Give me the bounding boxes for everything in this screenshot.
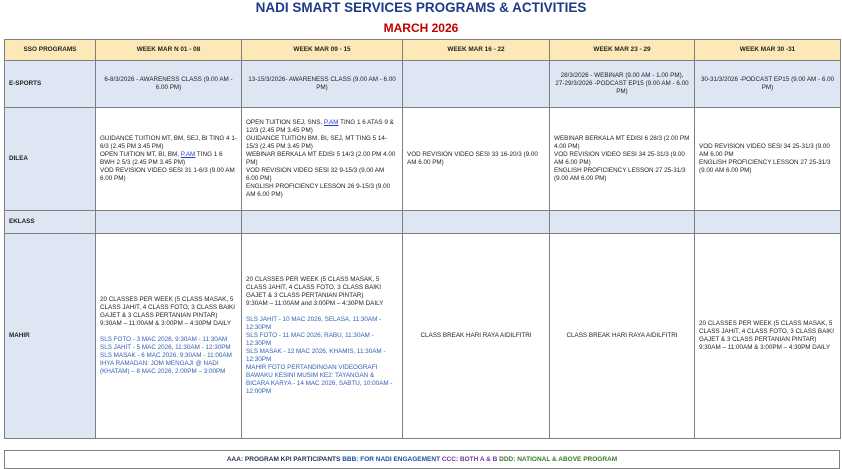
program-label-esports: E-SPORTS — [5, 61, 96, 108]
mahir-w2-event: SLS FOTO - 11 MAC 2026, RABU, 11:30AM - 12:30PM — [246, 332, 374, 347]
legend-bar — [4, 450, 840, 469]
mahir-w1-time: 9:30AM – 11:00AM & 3:00PM – 4:30PM DAILY — [100, 320, 232, 327]
dilea-w1-text: TING 1 6 BWH 2 5/3 (2.45 PM 3.45 PM) — [100, 151, 223, 166]
mahir-w2-intro: 20 CLASSES PER WEEK (5 CLASS MASAK, 5 CLASS JAHIT, 4 CLASS FOTO, 3 CLASS BAIKI GAJET & 3 CLASS PERTANIAN PINTAR) — [246, 276, 381, 299]
header-week-1: WEEK MAR N 01 - 08 — [96, 40, 242, 61]
dilea-w2-item — [246, 119, 398, 135]
program-label-dilea: DILEA — [5, 108, 96, 211]
dilea-week-1 — [96, 108, 242, 211]
dilea-week-5 — [695, 108, 841, 211]
eklass-week-2 — [242, 211, 403, 234]
esports-week-3 — [403, 61, 550, 108]
legend-bbb: BBB: FOR NADI ENGAGEMENT — [342, 456, 441, 463]
mahir-w5-intro: 20 CLASSES PER WEEK (5 CLASS MASAK, 5 CLASS JAHIT, 4 CLASS FOTO, 3 CLASS BAIKI GAJET & 3 CLASS PERTANIAN PINTAR) — [699, 320, 834, 343]
dilea-w1-item — [100, 151, 237, 167]
dilea-w1-text: OPEN TUITION MT, BI, BM, — [100, 151, 181, 158]
dilea-week-4 — [550, 108, 695, 211]
dilea-w1-item: GUIDANCE TUITION MT, BM, SEJ, BI TING 4 1-6/3 (2.45 PM 3.45 PM) — [100, 135, 237, 150]
header-sso-programs: SSO PROGRAMS — [5, 40, 96, 61]
dilea-w4-item: WEBINAR BERKALA MT EDISI 6 28/3 (2.00 PM 4.00 PM) — [554, 135, 690, 150]
row-eklass — [5, 211, 841, 234]
eklass-week-1 — [96, 211, 242, 234]
esports-week-2: 13-15/3/2026- AWARENESS CLASS (9.00 AM - 6.00 PM) — [242, 61, 403, 108]
dilea-w2-item: WEBINAR BERKALA MT EDISI 5 14/3 (2.00 PM 4.00 PM) — [246, 151, 396, 166]
row-mahir — [5, 234, 841, 439]
eklass-week-4 — [550, 211, 695, 234]
header-week-3: WEEK MAR 16 - 22 — [403, 40, 550, 61]
dilea-week-3: VOD REVISION VIDEO SESI 33 16-20/3 (9.00 AM 6.00 PM) — [403, 108, 550, 211]
mahir-w1-event: SLS MASAK - 6 MAC 2026, 9:30AM - 11:00AM — [100, 352, 232, 359]
dilea-w4-item: ENGLISH PROFICIENCY LESSON 27 25-31/3 (9.00 AM 6.00 PM) — [554, 167, 686, 182]
mahir-w1-event: SLS FOTO - 3 MAC 2026, 9:30AM - 11:30AM — [100, 336, 228, 343]
legend-aaa: AAA: PROGRAM KPI PARTICIPANTS — [226, 456, 341, 463]
dilea-w2-item: ENGLISH PROFICIENCY LESSON 26 9-15/3 (9.00 AM 6.00 PM) — [246, 183, 391, 198]
dilea-w5-item: ENGLISH PROFICIENCY LESSON 27 25-31/3 (9.00 AM 6.00 PM) — [699, 159, 831, 174]
dilea-w2-item: VOD REVISION VIDEO SESI 32 9-15/3 (9.00 AM 6.00 PM) — [246, 167, 385, 182]
mahir-w1-event: SLS JAHIT - 5 MAC 2026, 11:30AM - 12:30PM — [100, 344, 231, 351]
esports-week-4-podcast: 27-29/3/2026 -PODCAST EP15 (9.00 AM - 6.00 PM) — [555, 80, 689, 95]
dilea-w1-item: VOD REVISION VIDEO SESI 31 1-6/3 (9.00 AM 6.00 PM) — [100, 167, 235, 182]
mahir-week-3: CLASS BREAK HARI RAYA AIDILFITRI — [403, 234, 550, 439]
mahir-w2-event: SLS JAHIT - 10 MAC 2026, SELASA, 11:30AM - 12:30PM — [246, 316, 382, 331]
legend-ddd: DDD: NATIONAL & ABOVE PROGRAM — [499, 456, 618, 463]
header-week-5: WEEK MAR 30 -31 — [695, 40, 841, 61]
mahir-week-4: CLASS BREAK HARI RAYA AIDILFITRI — [550, 234, 695, 439]
mahir-w1-intro: 20 CLASSES PER WEEK (5 CLASS MASAK, 5 CLASS JAHIT, 4 CLASS FOTO, 3 CLASS BAIKI GAJET & 3 CLASS PERTANIAN PINTAR) — [100, 296, 235, 319]
row-dilea — [5, 108, 841, 211]
header-row — [5, 40, 841, 61]
dilea-w2-text: TING 1 6 ATAS 9 & 12/3 (2.45 PM 3.45 PM) — [246, 119, 394, 134]
esports-week-4-webinar: 28/3/2026 - WEBINAR (9.00 AM - 1.00 PM), — [560, 72, 684, 79]
dilea-w2-text: OPEN TUITION SEJ, SNS, — [246, 119, 324, 126]
dilea-w4-item: VOD REVISION VIDEO SESI 34 25-31/3 (9.00 AM 6.00 PM) — [554, 151, 685, 166]
eklass-week-3 — [403, 211, 550, 234]
mahir-week-1 — [96, 234, 242, 439]
dilea-w5-item: VOD REVISION VIDEO SESI 34 25-31/3 (9.00 AM 6.00 PM — [699, 143, 830, 158]
dilea-week-2 — [242, 108, 403, 211]
mahir-w5-time: 9:30AM – 11:00AM & 3:00PM – 4:30PM DAILY — [699, 344, 831, 351]
header-week-2: WEEK MAR 09 - 15 — [242, 40, 403, 61]
legend-ccc: CCC: BOTH A & B — [441, 456, 498, 463]
pam-link[interactable]: P.AM — [180, 151, 196, 158]
page-title: NADI SMART SERVICES PROGRAMS & ACTIVITIES — [255, 0, 587, 15]
eklass-week-5 — [695, 211, 841, 234]
pam-link[interactable]: P.AM — [323, 119, 339, 126]
row-esports — [5, 61, 841, 108]
program-label-mahir: MAHIR — [5, 234, 96, 439]
esports-week-1: 6-8/3/2026 - AWARENESS CLASS (9.00 AM - 6.00 PM) — [96, 61, 242, 108]
esports-week-5: 30-31/3/2026 -PODCAST EP15 (9.00 AM - 6.00 PM) — [695, 61, 841, 108]
program-label-eklass: EKLASS — [5, 211, 96, 234]
month-title: MARCH 2026 — [383, 21, 459, 35]
esports-week-4 — [550, 61, 695, 108]
mahir-w2-event: SLS MASAK - 12 MAC 2026, KHAMIS, 11:30AM - 12:30PM — [246, 348, 386, 363]
dilea-w2-item: GUIDANCE TUITION BM, BI, SEJ, MT TING 5 14-15/3 (2.45 PM 3.45 PM) — [246, 135, 388, 150]
header-week-4: WEEK MAR 23 - 29 — [550, 40, 695, 61]
program-table — [4, 39, 841, 439]
mahir-w2-time: 9:30AM – 11:00AM and 3:00PM – 4:30PM DAILY — [246, 300, 384, 307]
mahir-w2-event: MAHIR FOTO PERTANDINGAN VIDEOGRAFI BAWAKU KESINI MUSIM KE2: TAYANGAN & BICARA KARYA - 14 MAC 2026, SABTU, 10:00AM - 12:00PM — [246, 364, 393, 395]
mahir-week-2 — [242, 234, 403, 439]
mahir-w1-event: IHYA RAMADAN: JOM MENGAJI @ NADI (KHATAM) – 8 MAC 2026, 2:00PM – 3:00PM — [100, 360, 226, 375]
mahir-week-5 — [695, 234, 841, 439]
